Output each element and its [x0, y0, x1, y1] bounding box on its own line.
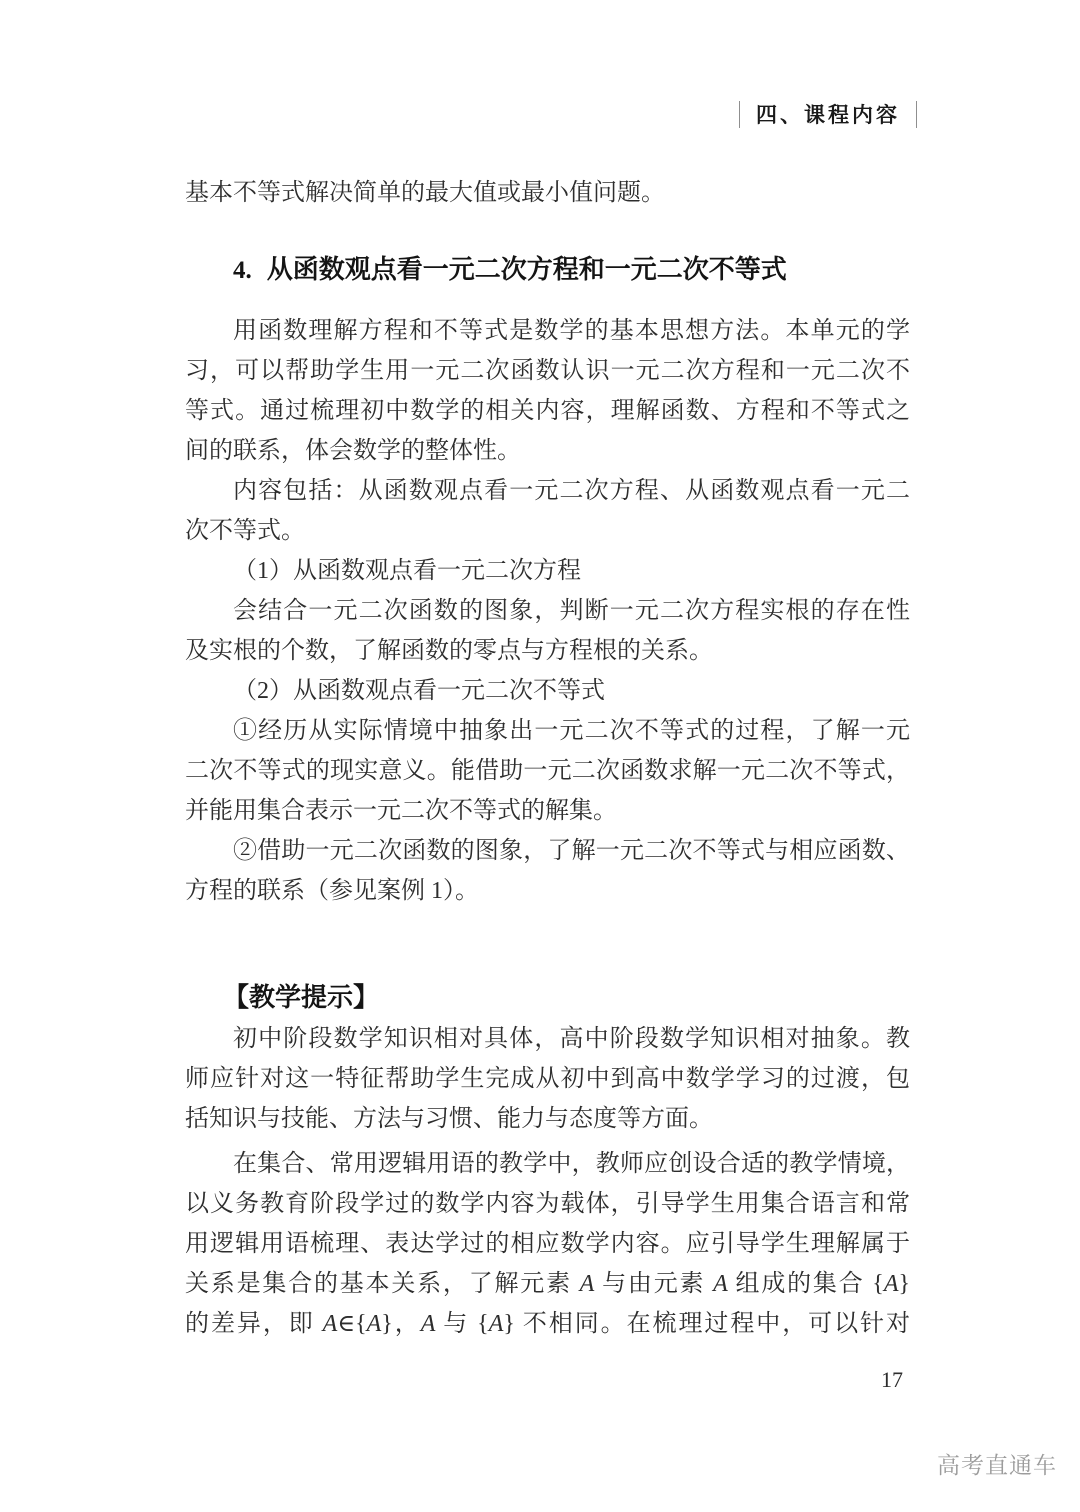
- paragraph: [185, 1144, 910, 1344]
- text-line: ①经历从实际情境中抽象出一元二次不等式的过程，了解一元: [233, 718, 910, 744]
- math-var: A: [420, 1311, 436, 1337]
- section-number: 4.: [233, 257, 252, 284]
- text-segment: }: [898, 1271, 910, 1297]
- math-var: A: [883, 1271, 899, 1297]
- math-var: A: [488, 1311, 504, 1337]
- paragraph: [185, 471, 910, 551]
- text-line: 并能用集合表示一元二次不等式的解集。: [185, 798, 617, 824]
- text-line: 括知识与技能、方法与习惯、能力与态度等方面。: [185, 1106, 713, 1132]
- text-line: 方程的联系（参见案例 1）。: [185, 878, 479, 904]
- page-header: [739, 99, 917, 129]
- section-heading: [185, 249, 910, 289]
- text-line: 基本不等式解决简单的最大值或最小值问题。: [185, 180, 665, 206]
- paragraph: [185, 831, 910, 911]
- text-line: [185, 1264, 910, 1304]
- text-line: 初中阶段数学知识相对具体，高中阶段数学知识相对抽象。教: [233, 1026, 910, 1052]
- header-rule-right-icon: [916, 101, 917, 128]
- text-segment: 的差异，即: [185, 1311, 323, 1337]
- math-var: A: [366, 1311, 382, 1337]
- section-title: 从函数观点看一元二次方程和一元二次不等式: [266, 254, 787, 284]
- text-line: 会结合一元二次函数的图象，判断一元二次方程实根的存在性: [233, 598, 910, 624]
- text-segment: 与由元素: [594, 1271, 714, 1297]
- text-line: 间的联系，体会数学的整体性。: [185, 438, 521, 464]
- paragraph: [185, 311, 910, 471]
- math-var: A: [579, 1271, 595, 1297]
- text-line: 内容包括：从函数观点看一元二次方程、从函数观点看一元二: [233, 478, 910, 504]
- paragraph: [185, 711, 910, 831]
- text-line: 及实根的个数，了解函数的零点与方程根的关系。: [185, 638, 713, 664]
- text-segment: 关系是集合的基本关系，了解元素: [185, 1271, 580, 1297]
- paragraph: [185, 173, 910, 213]
- paragraph: [185, 1019, 910, 1139]
- text-line: 等式。通过梳理初中数学的相关内容，理解函数、方程和不等式之: [185, 398, 910, 424]
- text-line: [185, 1304, 910, 1344]
- text-line: 在集合、常用逻辑用语的教学中，教师应创设合适的教学情境，: [233, 1151, 910, 1177]
- text-segment: } 不相同。在梳理过程中，可以针对: [503, 1311, 910, 1337]
- paragraph: [185, 671, 910, 711]
- text-line: 次不等式。: [185, 518, 305, 544]
- page-number: 17: [881, 1367, 903, 1392]
- paragraph: [185, 551, 910, 591]
- text-line: （2）从函数观点看一元二次不等式: [233, 678, 605, 704]
- note-heading: 【教学提示】: [223, 982, 380, 1012]
- text-segment: ∈{: [337, 1311, 367, 1337]
- text-line: ②借助一元二次函数的图象，了解一元二次不等式与相应函数、: [233, 838, 910, 864]
- header-title: 四、课程内容: [756, 103, 900, 127]
- math-var: A: [713, 1271, 728, 1297]
- text-line: 用逻辑用语梳理、表达学过的相应数学内容。应引导学生理解属于: [185, 1231, 910, 1257]
- text-line: 用函数理解方程和不等式是数学的基本思想方法。本单元的学: [233, 318, 910, 344]
- text-line: 师应针对这一特征帮助学生完成从初中到高中数学学习的过渡，包: [185, 1066, 910, 1092]
- text-segment: 组成的集合 {: [727, 1271, 884, 1297]
- text-segment: 与 {: [435, 1311, 489, 1337]
- header-rule-left-icon: [739, 101, 740, 128]
- math-var: A: [322, 1311, 338, 1337]
- text-line: 二次不等式的现实意义。能借助一元二次函数求解一元二次不等式，: [185, 758, 910, 784]
- page-content: [185, 173, 910, 1344]
- text-segment: }，: [381, 1311, 421, 1337]
- text-line: （1）从函数观点看一元二次方程: [233, 558, 581, 584]
- paragraph: [185, 591, 910, 671]
- watermark: 高考直通车: [937, 1452, 1057, 1478]
- text-line: 习，可以帮助学生用一元二次函数认识一元二次方程和一元二次不: [185, 358, 910, 384]
- text-line: 以义务教育阶段学过的数学内容为载体，引导学生用集合语言和常: [185, 1191, 910, 1217]
